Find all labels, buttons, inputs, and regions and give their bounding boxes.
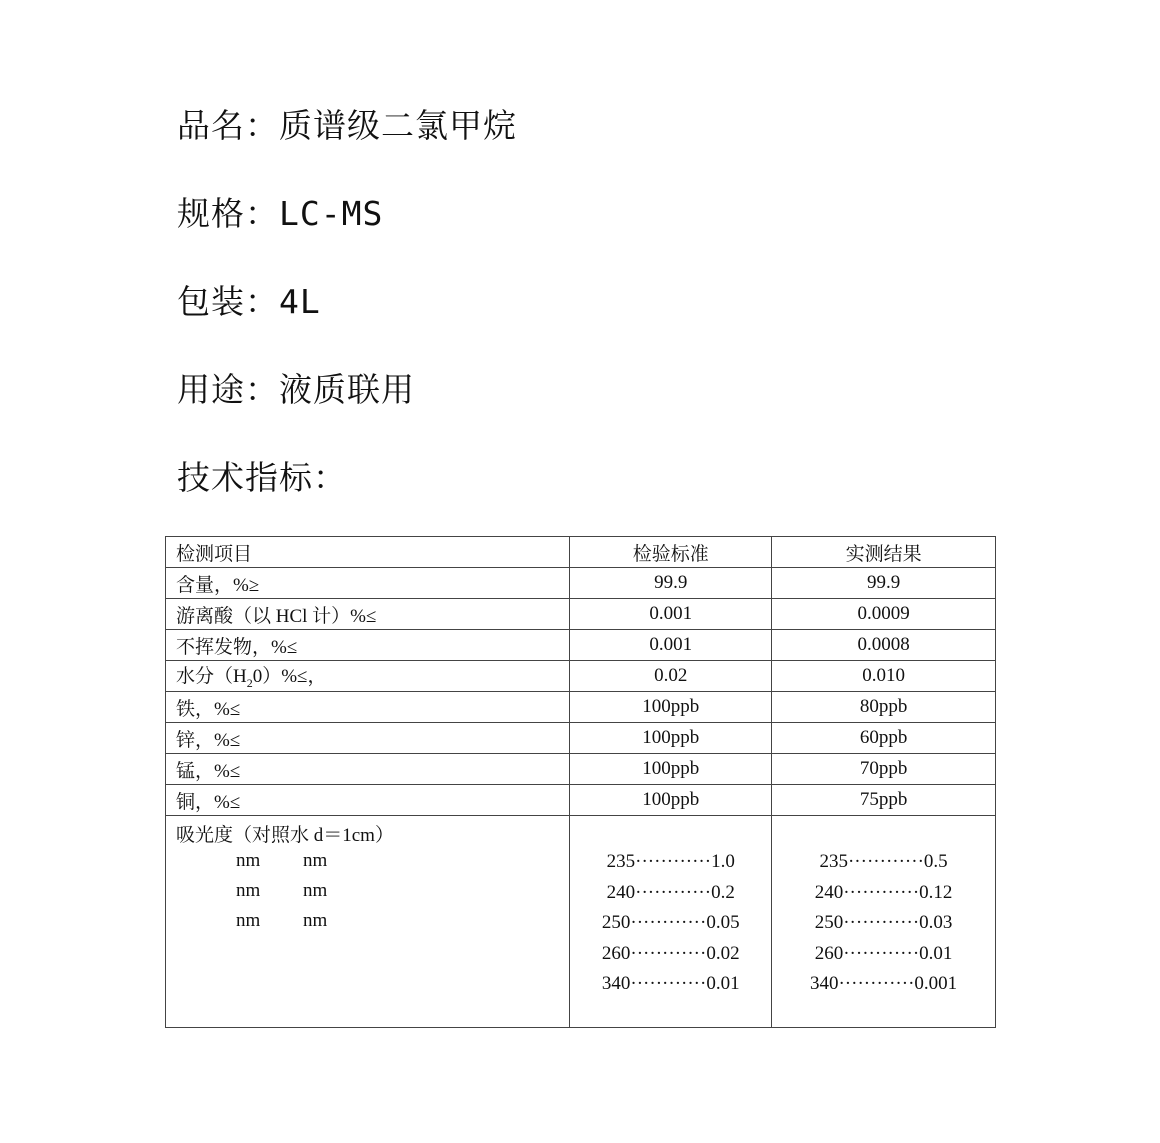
wavelength: 250 — [814, 912, 844, 933]
usage-line — [177, 370, 415, 410]
absorbance-standard-entry — [570, 939, 771, 970]
absorbance-result-cell — [772, 816, 996, 1028]
row-standard: 99.9 — [570, 568, 772, 599]
nm-unit: nm — [236, 850, 261, 871]
wavelength: 235 — [606, 851, 636, 872]
row-result: 99.9 — [772, 568, 996, 599]
row-item: 含量，%≥ — [166, 568, 570, 599]
row-item: 游离酸（以 HCl 计）%≤ — [166, 599, 570, 630]
wavelength: 260 — [814, 942, 844, 964]
absorbance-value: 0.01 — [919, 942, 953, 964]
table-row — [166, 568, 996, 599]
row-result: 75ppb — [772, 785, 996, 816]
table-row — [166, 723, 996, 754]
absorbance-title: 吸光度（对照水 d＝1cm） — [176, 825, 394, 846]
absorbance-result-entry — [772, 939, 995, 970]
absorbance-standard-list — [570, 816, 771, 1000]
absorbance-standard-entry — [570, 908, 771, 939]
absorbance-standard-cell — [570, 816, 772, 1028]
absorbance-value: 0.01 — [706, 973, 740, 994]
row-result: 70ppb — [772, 754, 996, 785]
specification-label: 规格： — [177, 194, 279, 233]
product-name-line — [177, 106, 517, 146]
row-item — [166, 661, 570, 692]
wavelength: 260 — [601, 942, 631, 964]
nm-unit: nm — [236, 880, 261, 901]
absorbance-item-cell — [166, 816, 570, 1028]
absorbance-value: 0.001 — [914, 973, 958, 994]
column-header-item: 检测项目 — [166, 537, 570, 568]
product-name-label: 品名： — [177, 106, 279, 145]
absorbance-value: 0.03 — [919, 912, 953, 933]
specification-value: LC-MS — [279, 194, 384, 233]
row-result: 0.010 — [772, 661, 996, 692]
absorbance-value: 0.05 — [706, 912, 740, 933]
absorbance-standard-entry — [570, 847, 771, 878]
leader-dots: ············ — [630, 942, 707, 964]
leader-dots: ············ — [838, 973, 915, 994]
absorbance-value: 0.12 — [919, 881, 953, 903]
absorbance-result-entry — [772, 908, 995, 939]
packaging-value: 4L — [279, 282, 321, 321]
technical-specs-heading — [177, 458, 347, 498]
absorbance-standard-entry — [570, 878, 771, 909]
absorbance-result-entry — [772, 878, 995, 909]
row-standard: 0.001 — [570, 630, 772, 661]
absorbance-result-entry — [772, 969, 995, 1000]
row-standard: 100ppb — [570, 754, 772, 785]
leader-dots: ············ — [635, 851, 712, 872]
leader-dots: ············ — [843, 881, 920, 903]
row-item-prefix: 水分（H — [176, 666, 247, 688]
row-item: 铜，%≤ — [166, 785, 570, 816]
wavelength: 240 — [814, 881, 844, 903]
table-header-row — [166, 537, 996, 568]
specification-line — [177, 194, 383, 234]
absorbance-value: 0.02 — [706, 942, 740, 964]
wavelength: 250 — [601, 912, 631, 933]
wavelength: 240 — [606, 881, 636, 903]
technical-specs-table — [165, 536, 996, 1028]
absorbance-value: 1.0 — [711, 851, 735, 872]
row-standard: 100ppb — [570, 692, 772, 723]
usage-value: 液质联用 — [279, 370, 415, 409]
product-name-value: 质谱级二氯甲烷 — [279, 106, 517, 145]
nm-unit: nm — [236, 910, 261, 931]
row-result: 80ppb — [772, 692, 996, 723]
nm-unit: nm — [303, 850, 328, 871]
column-header-result: 实测结果 — [772, 537, 996, 568]
row-item: 锰，%≤ — [166, 754, 570, 785]
wavelength: 340 — [809, 973, 839, 994]
absorbance-value: 0.5 — [923, 851, 948, 872]
table-row — [166, 785, 996, 816]
row-result: 0.0009 — [772, 599, 996, 630]
row-item: 锌，%≤ — [166, 723, 570, 754]
row-standard: 100ppb — [570, 723, 772, 754]
absorbance-value: 0.2 — [711, 881, 735, 903]
row-item-subscript: 2 — [246, 675, 253, 690]
row-item: 铁，%≤ — [166, 692, 570, 723]
row-result: 60ppb — [772, 723, 996, 754]
row-item-suffix: 0）%≤， — [252, 666, 327, 688]
absorbance-standard-entry — [570, 969, 771, 1000]
nm-unit: nm — [303, 910, 328, 931]
row-standard: 0.02 — [570, 661, 772, 692]
table-row — [166, 630, 996, 661]
table-row — [166, 754, 996, 785]
leader-dots: ············ — [843, 942, 920, 964]
usage-label: 用途： — [177, 370, 279, 409]
row-standard: 0.001 — [570, 599, 772, 630]
leader-dots: ············ — [635, 881, 712, 903]
nm-line — [166, 906, 569, 936]
packaging-line — [177, 282, 321, 322]
table-row — [166, 661, 996, 692]
absorbance-result-entry — [772, 847, 995, 878]
column-header-standard: 检验标准 — [570, 537, 772, 568]
nm-line — [166, 876, 569, 906]
wavelength: 235 — [819, 851, 848, 872]
row-result: 0.0008 — [772, 630, 996, 661]
row-item: 不挥发物，%≤ — [166, 630, 570, 661]
technical-specs-label: 技术指标： — [177, 458, 347, 497]
absorbance-result-list — [772, 816, 995, 1000]
row-standard: 100ppb — [570, 785, 772, 816]
table-row — [166, 599, 996, 630]
packaging-label: 包装： — [177, 282, 279, 321]
leader-dots: ············ — [630, 912, 707, 933]
absorbance-row — [166, 816, 996, 1028]
nm-unit: nm — [303, 880, 328, 901]
leader-dots: ············ — [843, 912, 920, 933]
leader-dots: ············ — [847, 851, 924, 872]
leader-dots: ············ — [630, 973, 707, 994]
wavelength: 340 — [601, 973, 631, 994]
table-row — [166, 692, 996, 723]
nm-line — [166, 846, 569, 876]
